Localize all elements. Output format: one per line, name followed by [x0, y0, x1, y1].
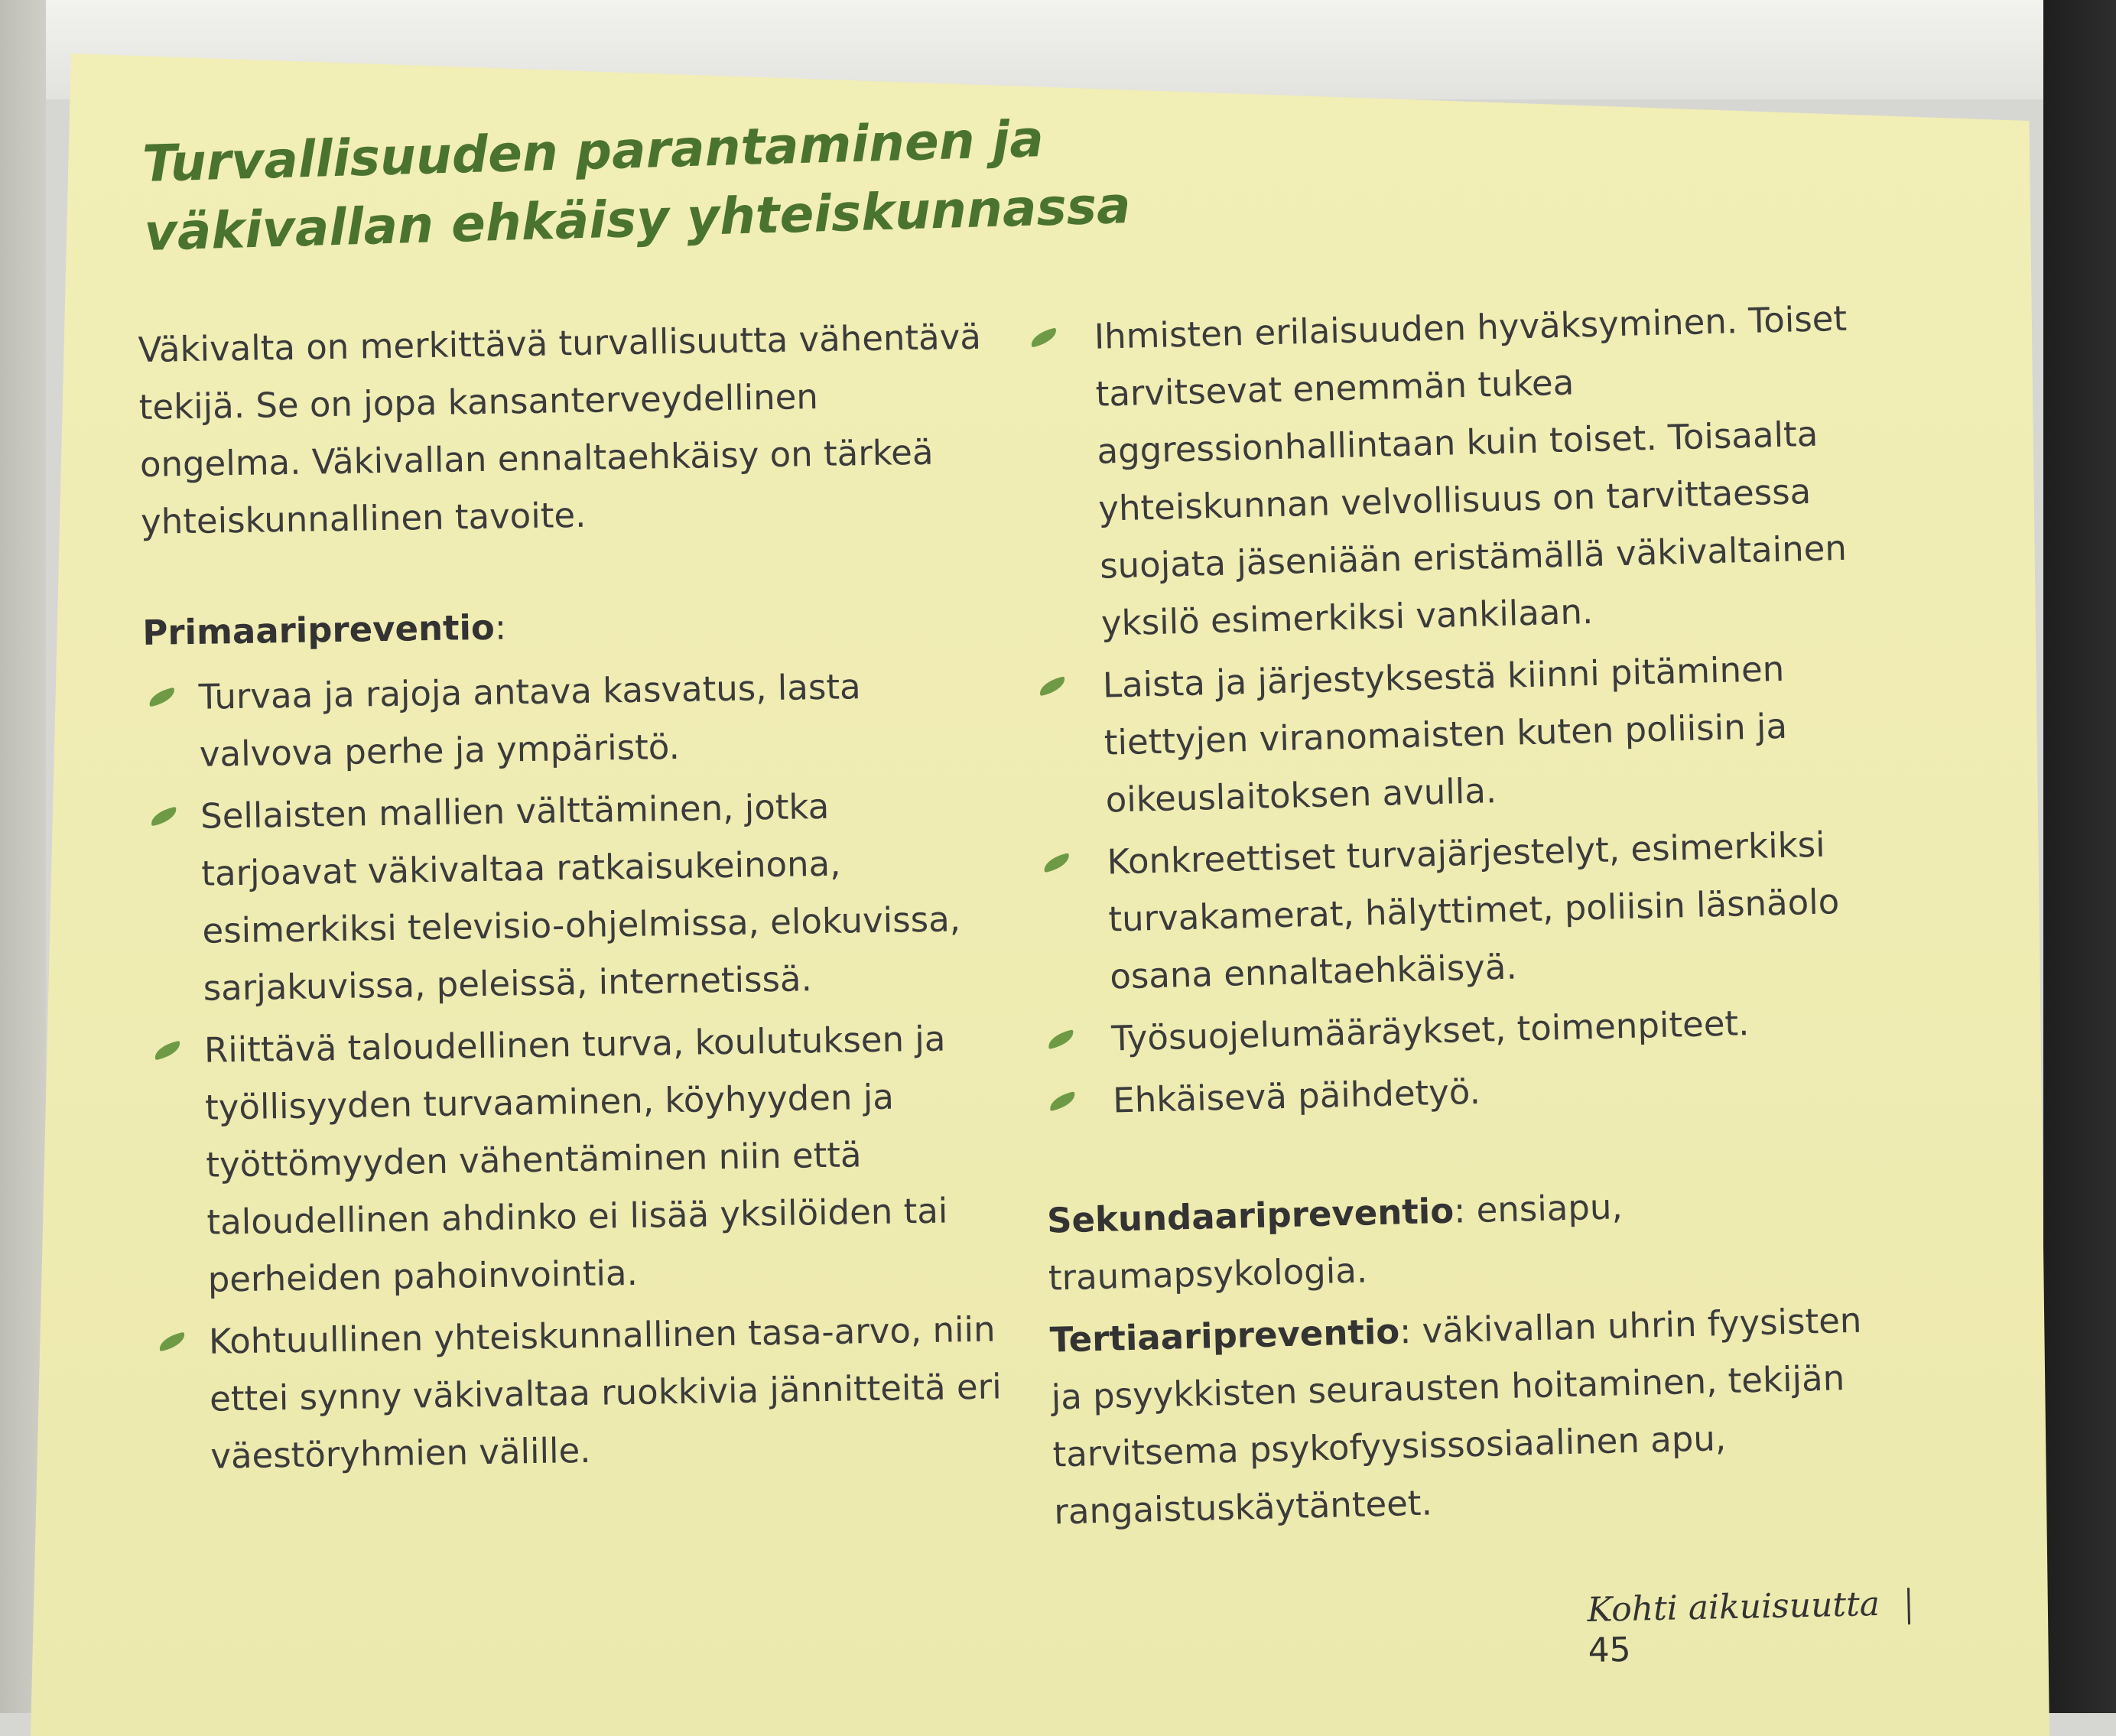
left-column: [138, 308, 1005, 1491]
primary-label: Primaaripreventio: [141, 606, 496, 653]
tertiary-text: : väkivallan uhrin fyysisten ja psyykkisten seurausten hoitaminen, tekijän tarvitsema psykofyysissosiaalinen apu, rangaistuskäytänteet.: [1051, 1299, 1862, 1533]
page-footer: [1587, 1583, 1970, 1670]
continued-list: [1025, 289, 1893, 1131]
secondary-paragraph: [1046, 1172, 1897, 1307]
list-item: [1033, 638, 1886, 831]
tertiary-paragraph: [1049, 1290, 1903, 1540]
primary-colon: :: [494, 606, 507, 648]
list-item: [153, 1300, 1004, 1485]
leaf-bullet-icon: [1042, 853, 1071, 873]
primary-heading: [142, 591, 992, 662]
right-dark-edge: [2043, 0, 2116, 1713]
list-item-text: Kohtuullinen yhteiskunnallinen tasa-arvo, niin ettei synny väkivaltaa ruokkivia jännitteitä eri väestöryhmien välille.: [208, 1309, 1003, 1477]
list-item: [143, 656, 993, 784]
leaf-bullet-icon: [157, 1332, 187, 1352]
leaf-bullet-icon: [1029, 327, 1058, 347]
leaf-bullet-icon: [1048, 1091, 1078, 1111]
list-item-text: Konkreettiset turvajärjestelyt, esimerkiksi turvakamerat, hälyttimet, poliisin läsnäolo osana ennaltaehkäisyä.: [1107, 824, 1840, 997]
list-item-text: Ehkäisevä päihdetyö.: [1112, 1071, 1481, 1121]
list-item-text: Ihmisten erilaisuuden hyväksyminen. Toiset tarvitsevat enemmän tukea aggressionhallintaan kuin toiset. Toisaalta yhteiskunnan velvollisuus on tarvittaessa suojata jäseniään eristämällä väkivaltainen yksilö esimerkiksi vankilaan.: [1094, 297, 1848, 644]
list-item: [1025, 289, 1882, 654]
primary-list: [143, 656, 1005, 1486]
secondary-text: : ensiapu, traumapsykologia.: [1048, 1186, 1624, 1299]
list-item: [145, 775, 998, 1017]
list-item: [1038, 814, 1890, 1007]
footer-divider: [1907, 1588, 1910, 1624]
list-item-text: Sellaisten mallien välttäminen, jotka tarjoavat väkivaltaa ratkaisukeinona, esimerkiksi televisio-ohjelmissa, elokuvissa, sarjakuvissa, peleissä, internetissä.: [200, 785, 961, 1009]
right-column: [1025, 289, 1903, 1546]
page-number: 45: [1588, 1630, 1632, 1670]
list-item-text: Riittävä taloudellinen turva, koulutuksen ja työllisyyden turvaaminen, köyhyyden ja työttömyyden vähentäminen niin että taloudellinen ahdinko ei lisää yksilöiden tai perheiden pahoinvointia.: [203, 1018, 948, 1300]
list-item-text: Työsuojelumääräykset, toimenpiteet.: [1110, 1003, 1750, 1059]
leaf-bullet-icon: [1046, 1029, 1076, 1049]
leaf-bullet-icon: [152, 1041, 182, 1061]
title-line-2: väkivallan ehkäisy yhteiskunnassa: [143, 175, 1132, 262]
list-item-text: Turvaa ja rajoja antava kasvatus, lasta valvova perhe ja ympäristö.: [198, 666, 861, 775]
title-line-1: Turvallisuuden parantaminen ja: [141, 109, 1045, 193]
tertiary-label: Tertiaaripreventio: [1049, 1311, 1400, 1361]
intro-paragraph: Väkivalta on merkittävä turvallisuutta vähentävä tekijä. Se on jopa kansanterveydellinen ongelma. Väkivallan ennaltaehkäisy on tärkeä yhteiskunnallinen tavoite.: [138, 316, 982, 542]
list-item-text: Laista ja järjestyksestä kiinni pitäminen tiettyjen viranomaisten kuten poliisin ja oikeuslaitoksen avulla.: [1102, 648, 1788, 821]
list-item: [148, 1009, 1002, 1309]
prevention-levels: [1046, 1172, 1903, 1541]
book-title: Kohti aikuisuutta: [1587, 1584, 1880, 1630]
secondary-label: Sekundaaripreventio: [1046, 1190, 1455, 1241]
leaf-bullet-icon: [1037, 676, 1067, 696]
leaf-bullet-icon: [149, 807, 179, 827]
leaf-bullet-icon: [147, 688, 177, 707]
